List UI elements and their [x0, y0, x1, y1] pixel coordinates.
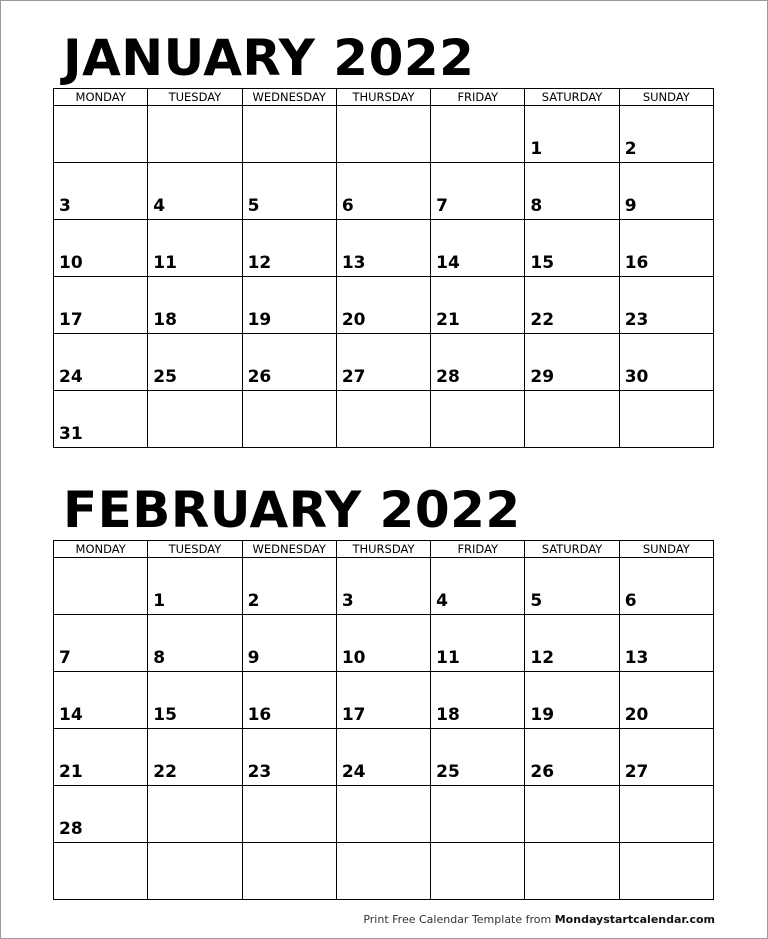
week-row: [54, 729, 714, 786]
day-cell: [148, 672, 242, 729]
day-cell: [431, 163, 525, 220]
day-cell: [431, 843, 525, 900]
day-cell: [619, 106, 713, 163]
day-cell: [336, 220, 430, 277]
week-row: [54, 106, 714, 163]
week-row: [54, 391, 714, 448]
day-number: 10: [59, 253, 83, 273]
day-number: 6: [624, 591, 637, 611]
day-cell: [525, 615, 619, 672]
day-number: 30: [624, 367, 649, 387]
day-number: 14: [436, 253, 460, 273]
day-number: 22: [530, 310, 555, 330]
day-number: [243, 424, 336, 447]
day-number: 11: [436, 648, 460, 668]
day-number: 10: [341, 648, 366, 668]
day-cell: [431, 391, 525, 448]
day-number: 3: [341, 591, 354, 611]
day-cell: [336, 334, 430, 391]
day-cell: [336, 558, 430, 615]
day-number: [337, 424, 430, 447]
day-number: 20: [341, 310, 366, 330]
day-cell: [148, 220, 242, 277]
weekday-header: THURSDAY: [336, 89, 430, 106]
day-number: 18: [153, 310, 177, 330]
day-number: 16: [624, 253, 649, 273]
day-number: 28: [59, 819, 83, 839]
day-cell: [336, 843, 430, 900]
day-cell: [619, 220, 713, 277]
day-cell: [54, 106, 148, 163]
day-cell: [242, 672, 336, 729]
day-cell: [431, 106, 525, 163]
day-number: 3: [59, 196, 71, 216]
day-cell: [336, 106, 430, 163]
day-cell: [336, 277, 430, 334]
day-number: [620, 424, 713, 447]
week-row: [54, 672, 714, 729]
day-cell: [242, 163, 336, 220]
day-number: 29: [530, 367, 555, 387]
day-cell: [148, 334, 242, 391]
day-number: 26: [247, 367, 272, 387]
day-cell: [242, 729, 336, 786]
day-number: [148, 876, 241, 899]
footer-credit: [363, 913, 715, 926]
day-cell: [148, 106, 242, 163]
day-number: 19: [530, 705, 555, 725]
week-row: [54, 786, 714, 843]
day-number: 7: [59, 648, 71, 668]
weekday-header: TUESDAY: [148, 541, 242, 558]
day-number: 4: [153, 196, 166, 216]
day-cell: [525, 334, 619, 391]
day-number: 9: [247, 648, 260, 668]
day-cell: [54, 672, 148, 729]
day-number: [337, 819, 430, 842]
day-cell: [619, 729, 713, 786]
weekday-header: SATURDAY: [525, 89, 619, 106]
day-cell: [431, 615, 525, 672]
day-cell: [525, 558, 619, 615]
day-number: 21: [59, 762, 83, 782]
day-number: 28: [436, 367, 460, 387]
weekday-header: WEDNESDAY: [242, 89, 336, 106]
day-number: 12: [530, 648, 555, 668]
day-cell: [525, 729, 619, 786]
day-number: 8: [153, 648, 166, 668]
day-number: 24: [341, 762, 366, 782]
day-cell: [619, 843, 713, 900]
day-number: 7: [436, 196, 448, 216]
day-number: 4: [436, 591, 448, 611]
weekday-header: MONDAY: [54, 541, 148, 558]
weekday-header: FRIDAY: [431, 89, 525, 106]
day-cell: [619, 163, 713, 220]
day-cell: [54, 334, 148, 391]
day-cell: [525, 391, 619, 448]
day-number: [337, 139, 430, 162]
weekday-header: FRIDAY: [431, 541, 525, 558]
month-title: FEBRUARY 2022: [63, 481, 521, 539]
day-number: 21: [436, 310, 460, 330]
day-number: 25: [436, 762, 460, 782]
day-cell: [148, 615, 242, 672]
day-number: 19: [247, 310, 272, 330]
weekday-header: TUESDAY: [148, 89, 242, 106]
week-row: [54, 558, 714, 615]
day-number: 2: [624, 139, 637, 159]
day-number: [337, 876, 430, 899]
day-cell: [148, 277, 242, 334]
day-cell: [431, 277, 525, 334]
day-number: 20: [624, 705, 649, 725]
day-cell: [525, 786, 619, 843]
day-cell: [242, 106, 336, 163]
day-cell: [619, 672, 713, 729]
day-cell: [525, 220, 619, 277]
week-row: [54, 220, 714, 277]
day-cell: [619, 277, 713, 334]
day-number: [54, 591, 147, 614]
day-number: [431, 819, 524, 842]
day-cell: [242, 843, 336, 900]
day-number: [148, 424, 241, 447]
weekday-header: SATURDAY: [525, 541, 619, 558]
day-cell: [148, 391, 242, 448]
day-number: [525, 876, 618, 899]
day-number: 1: [153, 591, 166, 611]
day-number: 6: [341, 196, 354, 216]
february-calendar: [53, 480, 714, 900]
day-cell: [242, 786, 336, 843]
day-cell: [619, 558, 713, 615]
day-number: [243, 876, 336, 899]
day-cell: [336, 786, 430, 843]
day-number: [431, 876, 524, 899]
day-cell: [619, 391, 713, 448]
day-number: 1: [530, 139, 543, 159]
day-number: [525, 819, 618, 842]
day-cell: [336, 672, 430, 729]
day-number: [54, 876, 147, 899]
day-cell: [336, 615, 430, 672]
day-cell: [336, 391, 430, 448]
footer-text: Print Free Calendar Template from: [363, 913, 555, 926]
day-number: 17: [341, 705, 366, 725]
day-number: 15: [153, 705, 177, 725]
day-cell: [148, 843, 242, 900]
day-cell: [336, 163, 430, 220]
day-cell: [525, 277, 619, 334]
footer-site-link[interactable]: Mondaystartcalendar.com: [554, 913, 715, 926]
weekday-header: THURSDAY: [336, 541, 430, 558]
day-cell: [54, 786, 148, 843]
day-cell: [54, 163, 148, 220]
day-number: 5: [247, 196, 260, 216]
day-number: 14: [59, 705, 83, 725]
calendar-grid: [53, 88, 714, 448]
day-cell: [242, 220, 336, 277]
day-number: 27: [341, 367, 366, 387]
day-number: 8: [530, 196, 543, 216]
day-number: [431, 424, 524, 447]
day-cell: [54, 220, 148, 277]
week-row: [54, 163, 714, 220]
day-number: 26: [530, 762, 555, 782]
day-cell: [54, 843, 148, 900]
month-title: JANUARY 2022: [63, 29, 475, 87]
day-number: [54, 139, 147, 162]
day-number: 23: [624, 310, 649, 330]
day-number: 12: [247, 253, 272, 273]
day-number: 22: [153, 762, 177, 782]
day-number: [148, 819, 241, 842]
day-cell: [619, 615, 713, 672]
day-cell: [148, 729, 242, 786]
day-cell: [148, 558, 242, 615]
day-number: 25: [153, 367, 177, 387]
day-number: 16: [247, 705, 272, 725]
day-cell: [148, 786, 242, 843]
day-number: [148, 139, 241, 162]
day-cell: [242, 277, 336, 334]
day-number: 9: [624, 196, 637, 216]
day-number: [243, 819, 336, 842]
day-cell: [619, 334, 713, 391]
weekday-header-row: [54, 541, 714, 558]
weekday-header: SUNDAY: [619, 541, 713, 558]
day-number: 2: [247, 591, 260, 611]
day-cell: [54, 277, 148, 334]
day-number: 18: [436, 705, 460, 725]
day-cell: [525, 672, 619, 729]
day-cell: [54, 729, 148, 786]
day-cell: [431, 786, 525, 843]
day-cell: [619, 786, 713, 843]
january-calendar: [53, 28, 714, 448]
day-cell: [54, 558, 148, 615]
day-number: 11: [153, 253, 177, 273]
day-number: 13: [624, 648, 649, 668]
day-cell: [525, 163, 619, 220]
day-cell: [431, 558, 525, 615]
weekday-header-row: [54, 89, 714, 106]
day-cell: [242, 334, 336, 391]
day-number: 31: [59, 424, 83, 444]
day-number: 27: [624, 762, 649, 782]
week-row: [54, 615, 714, 672]
day-number: 24: [59, 367, 83, 387]
day-cell: [525, 843, 619, 900]
week-row: [54, 843, 714, 900]
day-number: 13: [341, 253, 366, 273]
day-cell: [148, 163, 242, 220]
calendar-grid: [53, 540, 714, 900]
day-cell: [431, 220, 525, 277]
day-number: [243, 139, 336, 162]
day-cell: [431, 672, 525, 729]
day-number: [431, 139, 524, 162]
day-cell: [54, 615, 148, 672]
day-cell: [336, 729, 430, 786]
weekday-header: SUNDAY: [619, 89, 713, 106]
day-cell: [242, 391, 336, 448]
day-number: 23: [247, 762, 272, 782]
day-cell: [242, 558, 336, 615]
weekday-header: WEDNESDAY: [242, 541, 336, 558]
week-row: [54, 334, 714, 391]
day-number: [620, 876, 713, 899]
week-row: [54, 277, 714, 334]
day-number: [620, 819, 713, 842]
day-number: [525, 424, 618, 447]
weekday-header: MONDAY: [54, 89, 148, 106]
day-cell: [54, 391, 148, 448]
day-number: 5: [530, 591, 543, 611]
day-number: 17: [59, 310, 83, 330]
day-cell: [431, 334, 525, 391]
day-cell: [242, 615, 336, 672]
day-cell: [431, 729, 525, 786]
day-number: 15: [530, 253, 555, 273]
day-cell: [525, 106, 619, 163]
